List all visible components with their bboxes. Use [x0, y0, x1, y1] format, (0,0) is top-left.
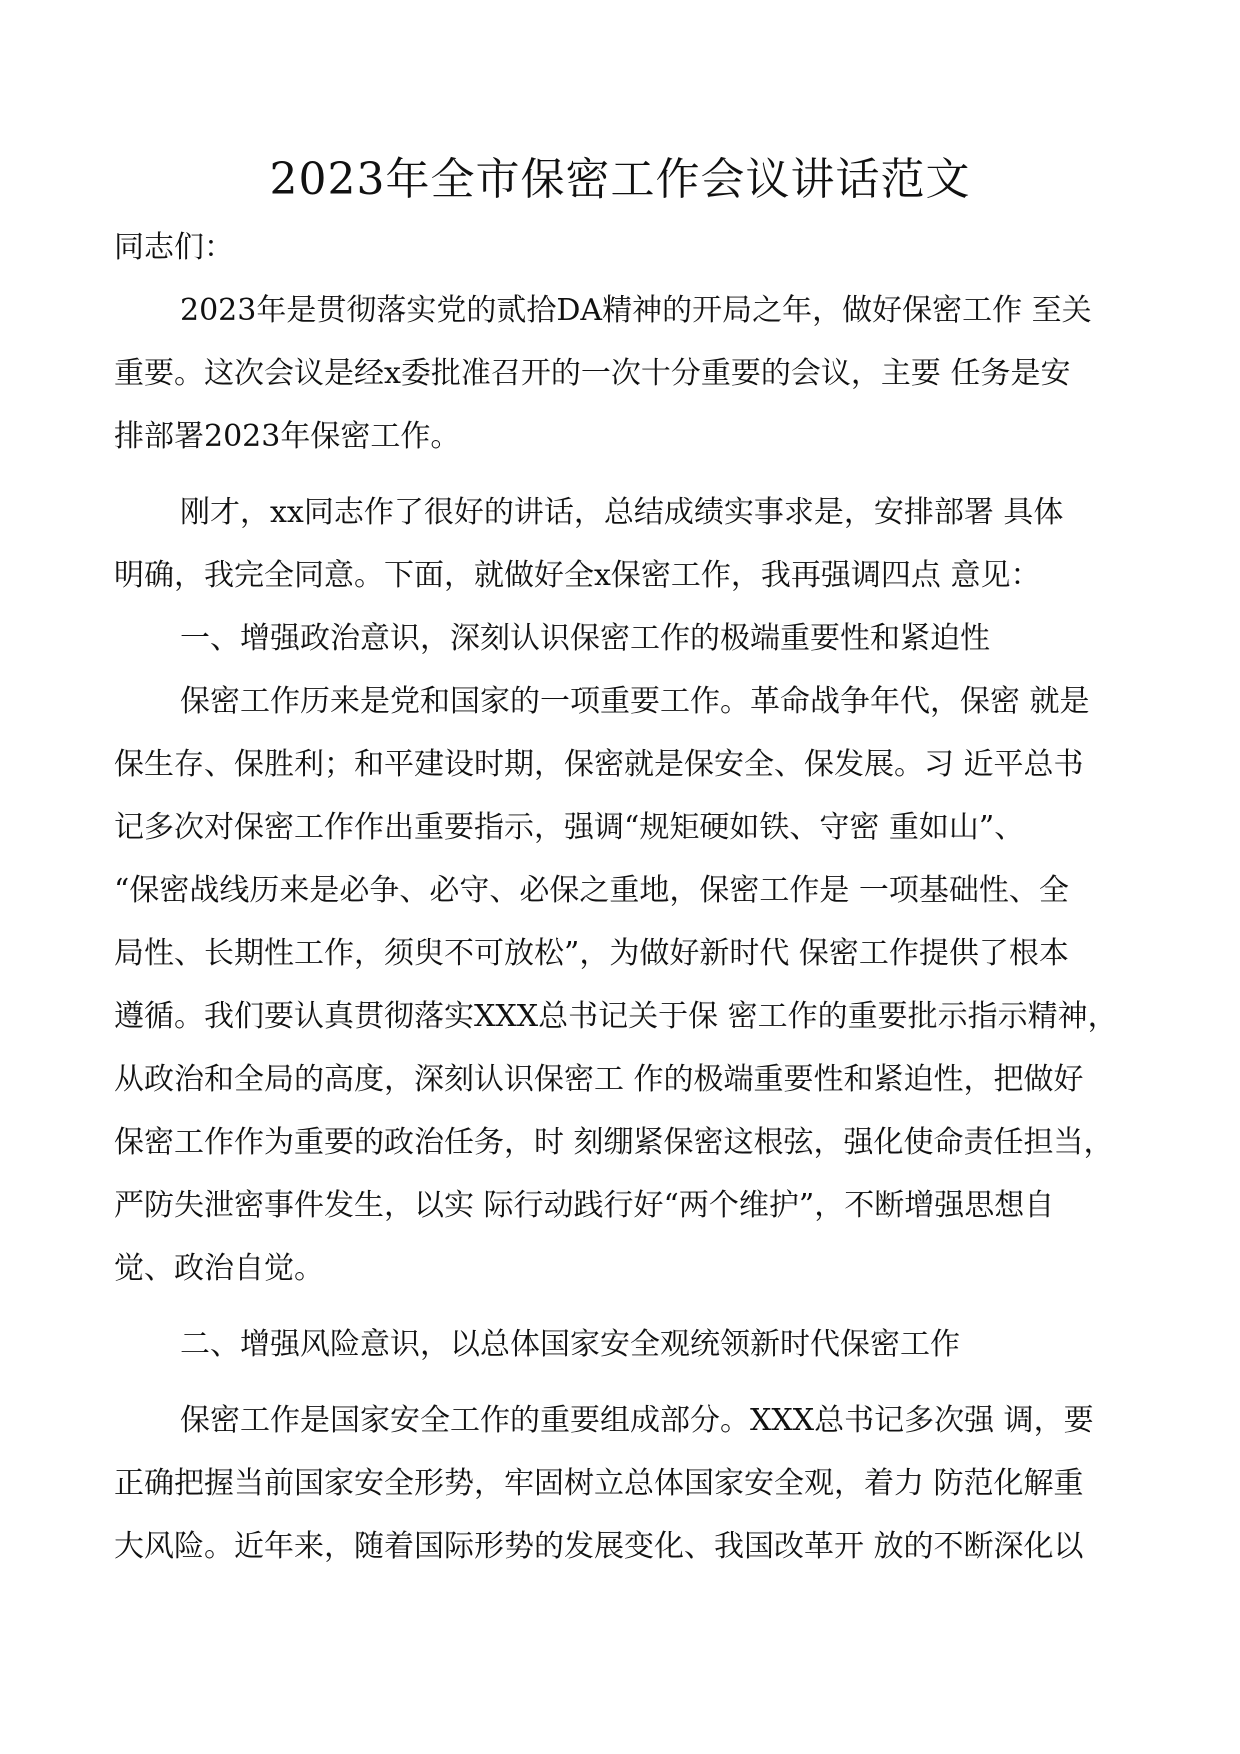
text-line: 2023年是贯彻落实党的贰拾DA精神的开局之年，做好保密工作 至关: [180, 293, 1092, 328]
text-line: 保密工作作为重要的政治任务，时 刻绷紧保密这根弦，强化使命责任担当，: [114, 1125, 1114, 1160]
section-heading: 一、增强政治意识，深刻认识保密工作的极端重要性和紧迫性: [180, 621, 990, 656]
text-line: 保生存、保胜利；和平建设时期，保密就是保安全、保发展。习 近平总书: [114, 747, 1084, 782]
salutation: 同志们：: [114, 230, 234, 265]
text-line: 局性、长期性工作，须臾不可放松”，为做好新时代 保密工作提供了根本: [114, 936, 1069, 971]
text-line: 遵循。我们要认真贯彻落实XXX总书记关于保 密工作的重要批示指示精神，: [114, 999, 1118, 1034]
section-heading: 二、增强风险意识，以总体国家安全观统领新时代保密工作: [180, 1327, 960, 1362]
text-line: 从政治和全局的高度，深刻认识保密工 作的极端重要性和紧迫性，把做好: [114, 1062, 1084, 1097]
text-line: 正确把握当前国家安全形势，牢固树立总体国家安全观，着力 防范化解重: [114, 1466, 1084, 1501]
text-line: 记多次对保密工作作出重要指示，强调“规矩硬如铁、守密 重如山”、: [114, 810, 1025, 845]
text-line: 大风险。近年来，随着国际形势的发展变化、我国改革开 放的不断深化以: [114, 1529, 1084, 1564]
text-line: 保密工作是国家安全工作的重要组成部分。XXX总书记多次强 调，要: [180, 1403, 1094, 1438]
text-line: 明确，我完全同意。下面，就做好全x保密工作，我再强调四点 意见：: [114, 558, 1041, 593]
text-line: 刚才，xx同志作了很好的讲话，总结成绩实事求是，安排部署 具体: [180, 495, 1064, 530]
text-line: 严防失泄密事件发生，以实 际行动践行好“两个维护”，不断增强思想自: [114, 1188, 1055, 1223]
text-line: “保密战线历来是必争、必守、必保之重地，保密工作是 一项基础性、全: [114, 873, 1069, 908]
text-line: 重要。这次会议是经x委批准召开的一次十分重要的会议，主要 任务是安: [114, 356, 1071, 391]
text-line: 保密工作历来是党和国家的一项重要工作。革命战争年代，保密 就是: [180, 684, 1090, 719]
text-line: 觉、政治自觉。: [114, 1251, 324, 1286]
text-line: 排部署2023年保密工作。: [114, 419, 461, 454]
document-body: [114, 228, 1138, 1566]
page-title: 2023年全市保密工作会议讲话范文: [269, 154, 971, 205]
